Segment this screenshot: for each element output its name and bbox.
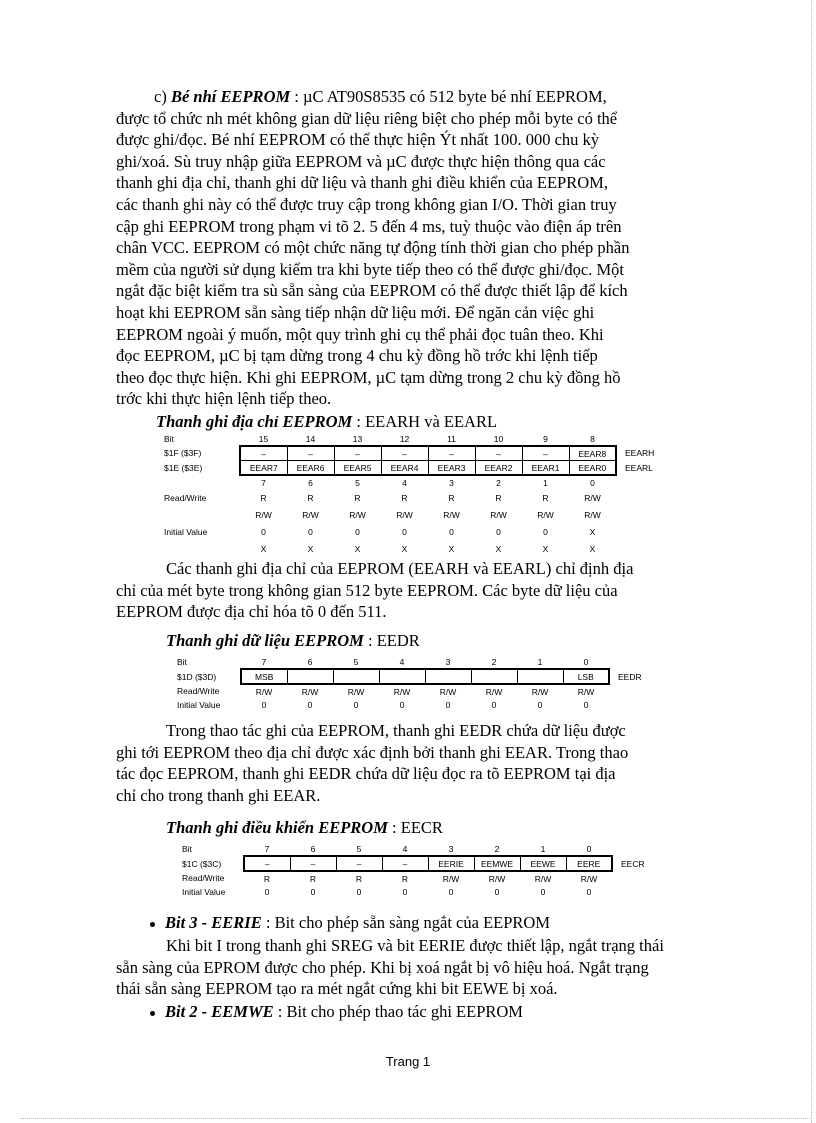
bit-number: 14 <box>305 433 316 444</box>
rw-value: R/W <box>302 509 319 520</box>
eedr-heading-bold: Thanh ghi dữ liệu EEPROM <box>166 631 364 650</box>
rw-value: R <box>260 492 267 503</box>
register-address: $1E ($3E) <box>164 462 203 473</box>
register-cell: – <box>290 856 336 871</box>
rw-value: R/W <box>255 686 273 697</box>
page-edge-bottom <box>20 1118 810 1119</box>
init-label: Initial Value <box>164 526 208 537</box>
bit2-bold: Bit 2 - EEMWE <box>165 1002 274 1021</box>
init-value: X <box>307 543 314 554</box>
bit-number: 10 <box>493 433 504 444</box>
init-value: 0 <box>491 699 497 710</box>
bit-number: 13 <box>352 433 363 444</box>
bit-number: 4 <box>402 477 407 488</box>
eecr-bit-row <box>182 842 662 856</box>
section-line: hoạt khi EEPROM sẵn sàng tiếp nhận dữ liệu mới. Để ngăn cản việc ghi <box>116 302 595 322</box>
rw-value: R/W <box>577 686 595 697</box>
bit2-bullet <box>150 1002 523 1022</box>
register-cell <box>425 669 471 684</box>
bit-number: 2 <box>494 843 500 854</box>
bit-number: 0 <box>583 656 589 667</box>
eear-register-table <box>164 432 666 557</box>
eecr-register-row <box>182 856 662 871</box>
init-value: 0 <box>399 699 405 710</box>
bit-number: 7 <box>261 656 267 667</box>
rw-value: R <box>263 873 271 884</box>
register-cell <box>333 669 379 684</box>
register-address: $1D ($3D) <box>177 671 217 682</box>
register-cell <box>379 669 425 684</box>
bit-number: 4 <box>402 843 408 854</box>
section-line: : µC AT90S8535 có 512 byte bé nhí EEPROM, <box>294 87 607 106</box>
register-cell <box>517 669 563 684</box>
init-value: 0 <box>586 886 592 897</box>
eedr-para-line: ghi tới EEPROM theo địa chỉ được xác định bởi thanh ghi EEAR. Trong thao <box>116 742 629 762</box>
init-value: 0 <box>445 699 451 710</box>
init-value: 0 <box>356 886 362 897</box>
init-value: X <box>401 543 408 554</box>
bit-number: 5 <box>356 843 362 854</box>
register-cell: – <box>475 446 522 461</box>
init-value: X <box>542 543 549 554</box>
bit-number: 1 <box>540 843 546 854</box>
register-cell <box>287 669 333 684</box>
eearl-register-row <box>164 461 666 476</box>
register-cell: EERE <box>566 856 612 871</box>
bullet-icon <box>150 922 155 927</box>
init-value: 0 <box>543 526 548 537</box>
rw-value: R/W <box>255 509 272 520</box>
rw-value: R/W <box>531 686 549 697</box>
rw-value: R <box>495 492 502 503</box>
rw-value: R/W <box>439 686 457 697</box>
rw-value: R <box>448 492 455 503</box>
eedr-bit-row <box>177 655 659 669</box>
rw-value: R <box>307 492 314 503</box>
init-value: X <box>448 543 455 554</box>
page-footer: Trang 1 <box>385 1054 431 1069</box>
bit3-bullet <box>150 913 550 933</box>
bit-number: 5 <box>353 656 359 667</box>
bit3-para-line: sẵn sàng của EPROM được cho phép. Khi bị xoá ngắt bị vô hiệu hoá. Ngắt trạng <box>116 957 649 977</box>
register-cell: – <box>240 446 287 461</box>
bit-number: 15 <box>258 433 269 444</box>
init-value: X <box>495 543 502 554</box>
bit-label: Bit <box>164 434 174 444</box>
bit3-paragraph <box>116 935 718 1000</box>
bit-number: 2 <box>496 477 501 488</box>
init-value: 0 <box>540 886 546 897</box>
rw-value: R/W <box>490 509 507 520</box>
eedr-heading-rest: : EEDR <box>367 631 420 650</box>
bit-number: 6 <box>308 477 313 488</box>
register-cell: – <box>244 856 290 871</box>
register-name: EEDR <box>618 671 642 682</box>
section-line: chân VCC. EEPROM có một chức năng tự động tính thời gian cho phép phần <box>116 238 630 258</box>
register-address: $1C ($3C) <box>182 858 222 869</box>
init-value: 0 <box>261 699 267 710</box>
register-cell: EEMWE <box>474 856 520 871</box>
register-cell: EEAR7 <box>240 461 287 476</box>
init-value: X <box>260 543 267 554</box>
eedr-para-line: Trong thao tác ghi của EEPROM, thanh ghi EEDR chứa dữ liệu được <box>166 721 626 740</box>
register-cell: EEAR3 <box>428 461 475 476</box>
register-name: EEARL <box>625 462 653 473</box>
rw-label: Read/Write <box>177 686 220 696</box>
register-cell: EEAR4 <box>381 461 428 476</box>
eear-rw-row-low <box>164 506 666 523</box>
register-cell: EERIE <box>428 856 474 871</box>
rw-value: R/W <box>488 873 506 884</box>
rw-value: R/W <box>393 686 411 697</box>
init-value: 0 <box>448 886 454 897</box>
rw-value: R <box>355 873 363 884</box>
register-cell: – <box>336 856 382 871</box>
bullet-icon <box>150 1011 155 1016</box>
eear-para-line: chỉ của mét byte trong không gian 512 byte EEPROM. Các byte dữ liệu của <box>116 580 618 600</box>
bit-number: 0 <box>590 477 595 488</box>
section-line: được tổ chức nh mét không gian dữ liệu riêng biệt cho phép mỗi byte có thể <box>116 108 618 128</box>
rw-value: R <box>401 492 408 503</box>
init-value: 0 <box>583 699 589 710</box>
bit-number: 1 <box>543 477 548 488</box>
eecr-init-row <box>182 885 662 898</box>
register-cell: – <box>428 446 475 461</box>
bit-number: 7 <box>261 477 266 488</box>
init-label: Initial Value <box>182 886 226 897</box>
bit3-bold: Bit 3 - EERIE <box>165 913 262 932</box>
section-line: ghi/xoá. Sù truy nhập giữa EEPROM và µC được thực hiện thông qua các <box>116 151 606 171</box>
register-name: EEARH <box>625 448 655 459</box>
rw-value: R <box>354 492 361 503</box>
eedr-rw-row <box>177 684 659 698</box>
init-value: X <box>589 543 596 554</box>
section-label: c) <box>154 87 167 106</box>
init-value: 0 <box>402 886 408 897</box>
init-value: 0 <box>494 886 500 897</box>
section-line: cập ghi EEPROM trong phạm vi tõ 2. 5 đến 4 ms, tuỳ thuộc vào điện áp trên <box>116 216 622 236</box>
init-value: 0 <box>449 526 454 537</box>
eedr-para-line: tác đọc EEPROM, thanh ghi EEDR chứa dữ liệu đọc ra tõ EEPROM tại địa <box>116 764 616 784</box>
rw-value: R/W <box>443 509 460 520</box>
eecr-heading-bold: Thanh ghi điều khiển EEPROM <box>166 818 388 837</box>
bit-number: 3 <box>449 477 454 488</box>
rw-value: R/W <box>534 873 552 884</box>
bit-number: 5 <box>355 477 360 488</box>
section-title: Bé nhí EEPROM <box>170 87 291 106</box>
section-line: ngắt đặc biệt kiểm tra sù sẵn sàng của EEPROM có thể được thiết lập để kích <box>116 281 628 301</box>
register-cell: EEAR0 <box>569 461 616 476</box>
bit-number: 1 <box>537 656 543 667</box>
section-line: được ghi/đọc. Bé nhí EEPROM có thể thực hiện Ýt nhất 100. 000 chu kỳ <box>116 130 600 150</box>
bit3-para-line: thái sẵn sàng EEPROM tạo ra mét ngắt cứng khi bit EEWE bị xoá. <box>116 979 558 999</box>
init-label: Initial Value <box>177 699 221 710</box>
bit-label: Bit <box>182 844 192 854</box>
rw-value: R <box>309 873 317 884</box>
register-cell: EEAR8 <box>569 446 616 461</box>
eedr-para-line: chỉ cho trong thanh ghi EEAR. <box>116 785 321 805</box>
register-cell: EEAR2 <box>475 461 522 476</box>
bit2-rest: : Bit cho phép thao tác ghi EEPROM <box>277 1002 523 1021</box>
register-cell: EEAR6 <box>287 461 334 476</box>
eedr-register-table <box>177 655 659 711</box>
register-cell: – <box>287 446 334 461</box>
rw-value: R/W <box>584 509 601 520</box>
rw-value: R/W <box>349 509 366 520</box>
eear-heading <box>156 412 497 432</box>
rw-value: R/W <box>442 873 460 884</box>
init-value: 0 <box>355 526 360 537</box>
rw-value: R/W <box>396 509 413 520</box>
rw-label: Read/Write <box>182 873 225 883</box>
init-value: 0 <box>496 526 501 537</box>
section-c-paragraph <box>116 86 718 410</box>
eear-heading-bold: Thanh ghi địa chỉ EEPROM <box>156 412 353 431</box>
bit-number: 8 <box>590 433 595 444</box>
register-cell: – <box>334 446 381 461</box>
bit-number: 6 <box>307 656 313 667</box>
eear-rw-row-high <box>164 489 666 506</box>
rw-value: R/W <box>580 873 598 884</box>
init-value: X <box>354 543 361 554</box>
rw-label: Read/Write <box>164 492 207 503</box>
eear-heading-rest: : EEARH và EEARL <box>356 412 498 431</box>
section-line: trớc khi thực hiện lệnh tiếp theo. <box>116 389 332 409</box>
bit-number: 6 <box>310 843 316 854</box>
rw-value: R/W <box>347 686 365 697</box>
eear-paragraph <box>116 558 718 623</box>
eearh-register-row <box>164 446 666 461</box>
bit3-rest: : Bit cho phép sẵn sàng ngắt của EEPROM <box>265 913 551 932</box>
init-value: 0 <box>308 526 313 537</box>
bit3-para-line: Khi bit I trong thanh ghi SREG và bit EERIE được thiết lập, ngắt trạng thái <box>166 936 664 955</box>
register-name: EECR <box>621 858 645 869</box>
init-value: 0 <box>264 886 270 897</box>
page-edge-right <box>810 0 812 1123</box>
register-cell: – <box>382 856 428 871</box>
bit-number: 4 <box>399 656 405 667</box>
rw-value: R/W <box>584 492 601 503</box>
section-line: đọc EEPROM, µC bị tạm dừng trong 4 chu kỳ đồng hồ trớc khi lệnh tiếp <box>116 346 598 366</box>
eear-init-row-high <box>164 523 666 540</box>
rw-value: R/W <box>537 509 554 520</box>
rw-value: R <box>401 873 409 884</box>
init-value: 0 <box>402 526 407 537</box>
eedr-init-row <box>177 698 659 711</box>
eedr-register-row <box>177 669 659 684</box>
init-value: 0 <box>353 699 359 710</box>
bit-number: 9 <box>543 433 548 444</box>
section-line: mềm của người sử dụng kiểm tra khi byte tiếp theo có thể được ghi/đọc. Một <box>116 259 625 279</box>
register-cell: – <box>381 446 428 461</box>
eear-bit-row-high <box>164 432 666 446</box>
init-value: 0 <box>307 699 313 710</box>
bit-number: 11 <box>447 433 456 444</box>
eear-para-line: Các thanh ghi địa chỉ của EEPROM (EEARH và EEARL) chỉ định địa <box>166 559 634 578</box>
section-line: theo đọc thực hiện. Khi ghi EEPROM, µC tạm dừng trong 2 chu kỳ đồng hồ <box>116 367 621 387</box>
eedr-heading <box>166 631 420 651</box>
init-value: 0 <box>261 526 266 537</box>
bit-number: 3 <box>448 843 454 854</box>
eecr-rw-row <box>182 871 662 885</box>
rw-value: R/W <box>485 686 503 697</box>
register-cell: EEAR5 <box>334 461 381 476</box>
eedr-paragraph <box>116 720 718 806</box>
init-value: X <box>589 526 596 537</box>
register-cell <box>471 669 517 684</box>
eear-init-row-low <box>164 540 666 557</box>
section-line: EEPROM ngoài ý muốn, một quy trình ghi cụ thể phải đọc tuân theo. Khi <box>116 324 604 344</box>
register-cell: MSB <box>241 669 287 684</box>
bit-number: 12 <box>399 433 410 444</box>
register-cell: LSB <box>563 669 609 684</box>
section-line: thanh ghi địa chỉ, thanh ghi dữ liệu và thanh ghi điều khiển của EEPROM, <box>116 173 608 193</box>
bit-label: Bit <box>177 657 187 667</box>
eear-bit-row-low <box>164 475 666 489</box>
eecr-heading <box>166 818 443 838</box>
section-line: các thanh ghi này có thể được truy cập trong không gian I/O. Thời gian truy <box>116 194 617 214</box>
rw-value: R/W <box>301 686 319 697</box>
bit-number: 3 <box>445 656 451 667</box>
register-cell: – <box>522 446 569 461</box>
eecr-register-table <box>182 842 662 898</box>
eear-para-line: EEPROM được địa chỉ hóa tõ 0 đến 511. <box>116 602 387 622</box>
bit-number: 7 <box>264 843 270 854</box>
eecr-heading-rest: : EECR <box>392 818 443 837</box>
bit-number: 2 <box>491 656 497 667</box>
bit-number: 0 <box>586 843 592 854</box>
register-cell: EEAR1 <box>522 461 569 476</box>
register-address: $1F ($3F) <box>164 448 202 459</box>
init-value: 0 <box>537 699 543 710</box>
register-cell: EEWE <box>520 856 566 871</box>
rw-value: R <box>542 492 549 503</box>
init-value: 0 <box>310 886 316 897</box>
